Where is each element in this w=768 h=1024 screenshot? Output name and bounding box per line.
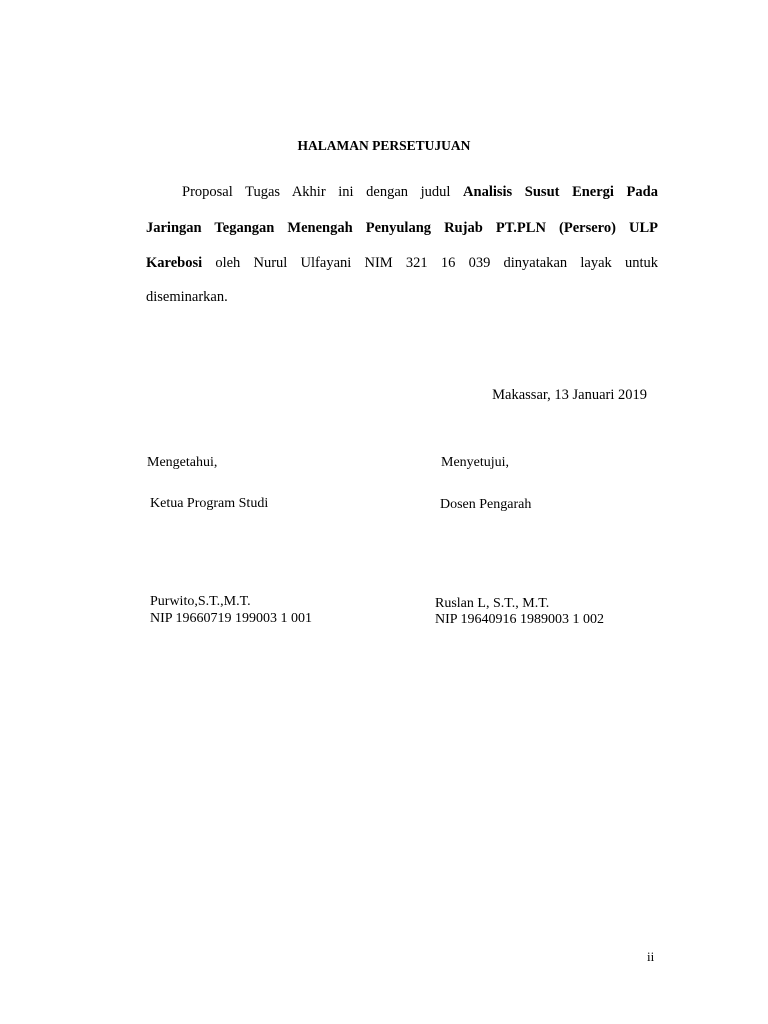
right-signatory-nip: NIP 19640916 1989003 1 002 — [435, 612, 605, 627]
thesis-title-part-2: Jaringan Tegangan Menengah Penyulang Rujab PT.PLN (Persero) ULP — [146, 220, 658, 236]
body-line-3-text: oleh Nurul Ulfayani NIM 321 16 039 dinyatakan layak untuk — [202, 255, 658, 271]
body-line-1 — [146, 185, 658, 200]
left-signatory-role: Ketua Program Studi — [150, 496, 269, 511]
left-signatory-heading: Mengetahui, — [147, 455, 218, 470]
page-title: HALAMAN PERSETUJUAN — [297, 138, 471, 153]
body-line-4: diseminarkan. — [146, 289, 228, 305]
left-signatory-nip: NIP 19660719 199003 1 001 — [150, 611, 313, 626]
right-signatory-heading: Menyetujui, — [441, 455, 510, 470]
page-number: ii — [647, 949, 655, 964]
right-signatory-role: Dosen Pengarah — [440, 497, 532, 512]
body-line-2 — [146, 221, 658, 236]
right-signatory-name: Ruslan L, S.T., M.T. — [435, 596, 550, 611]
place-date: Makassar, 13 Januari 2019 — [492, 387, 647, 403]
body-line-1-text: Proposal Tugas Akhir ini dengan judul — [182, 184, 464, 200]
thesis-title-part-1: Analisis Susut Energi Pada — [463, 184, 658, 200]
left-signatory-name: Purwito,S.T.,M.T. — [150, 594, 251, 609]
body-line-3 — [146, 256, 658, 271]
thesis-title-part-3: Karebosi — [146, 255, 203, 271]
